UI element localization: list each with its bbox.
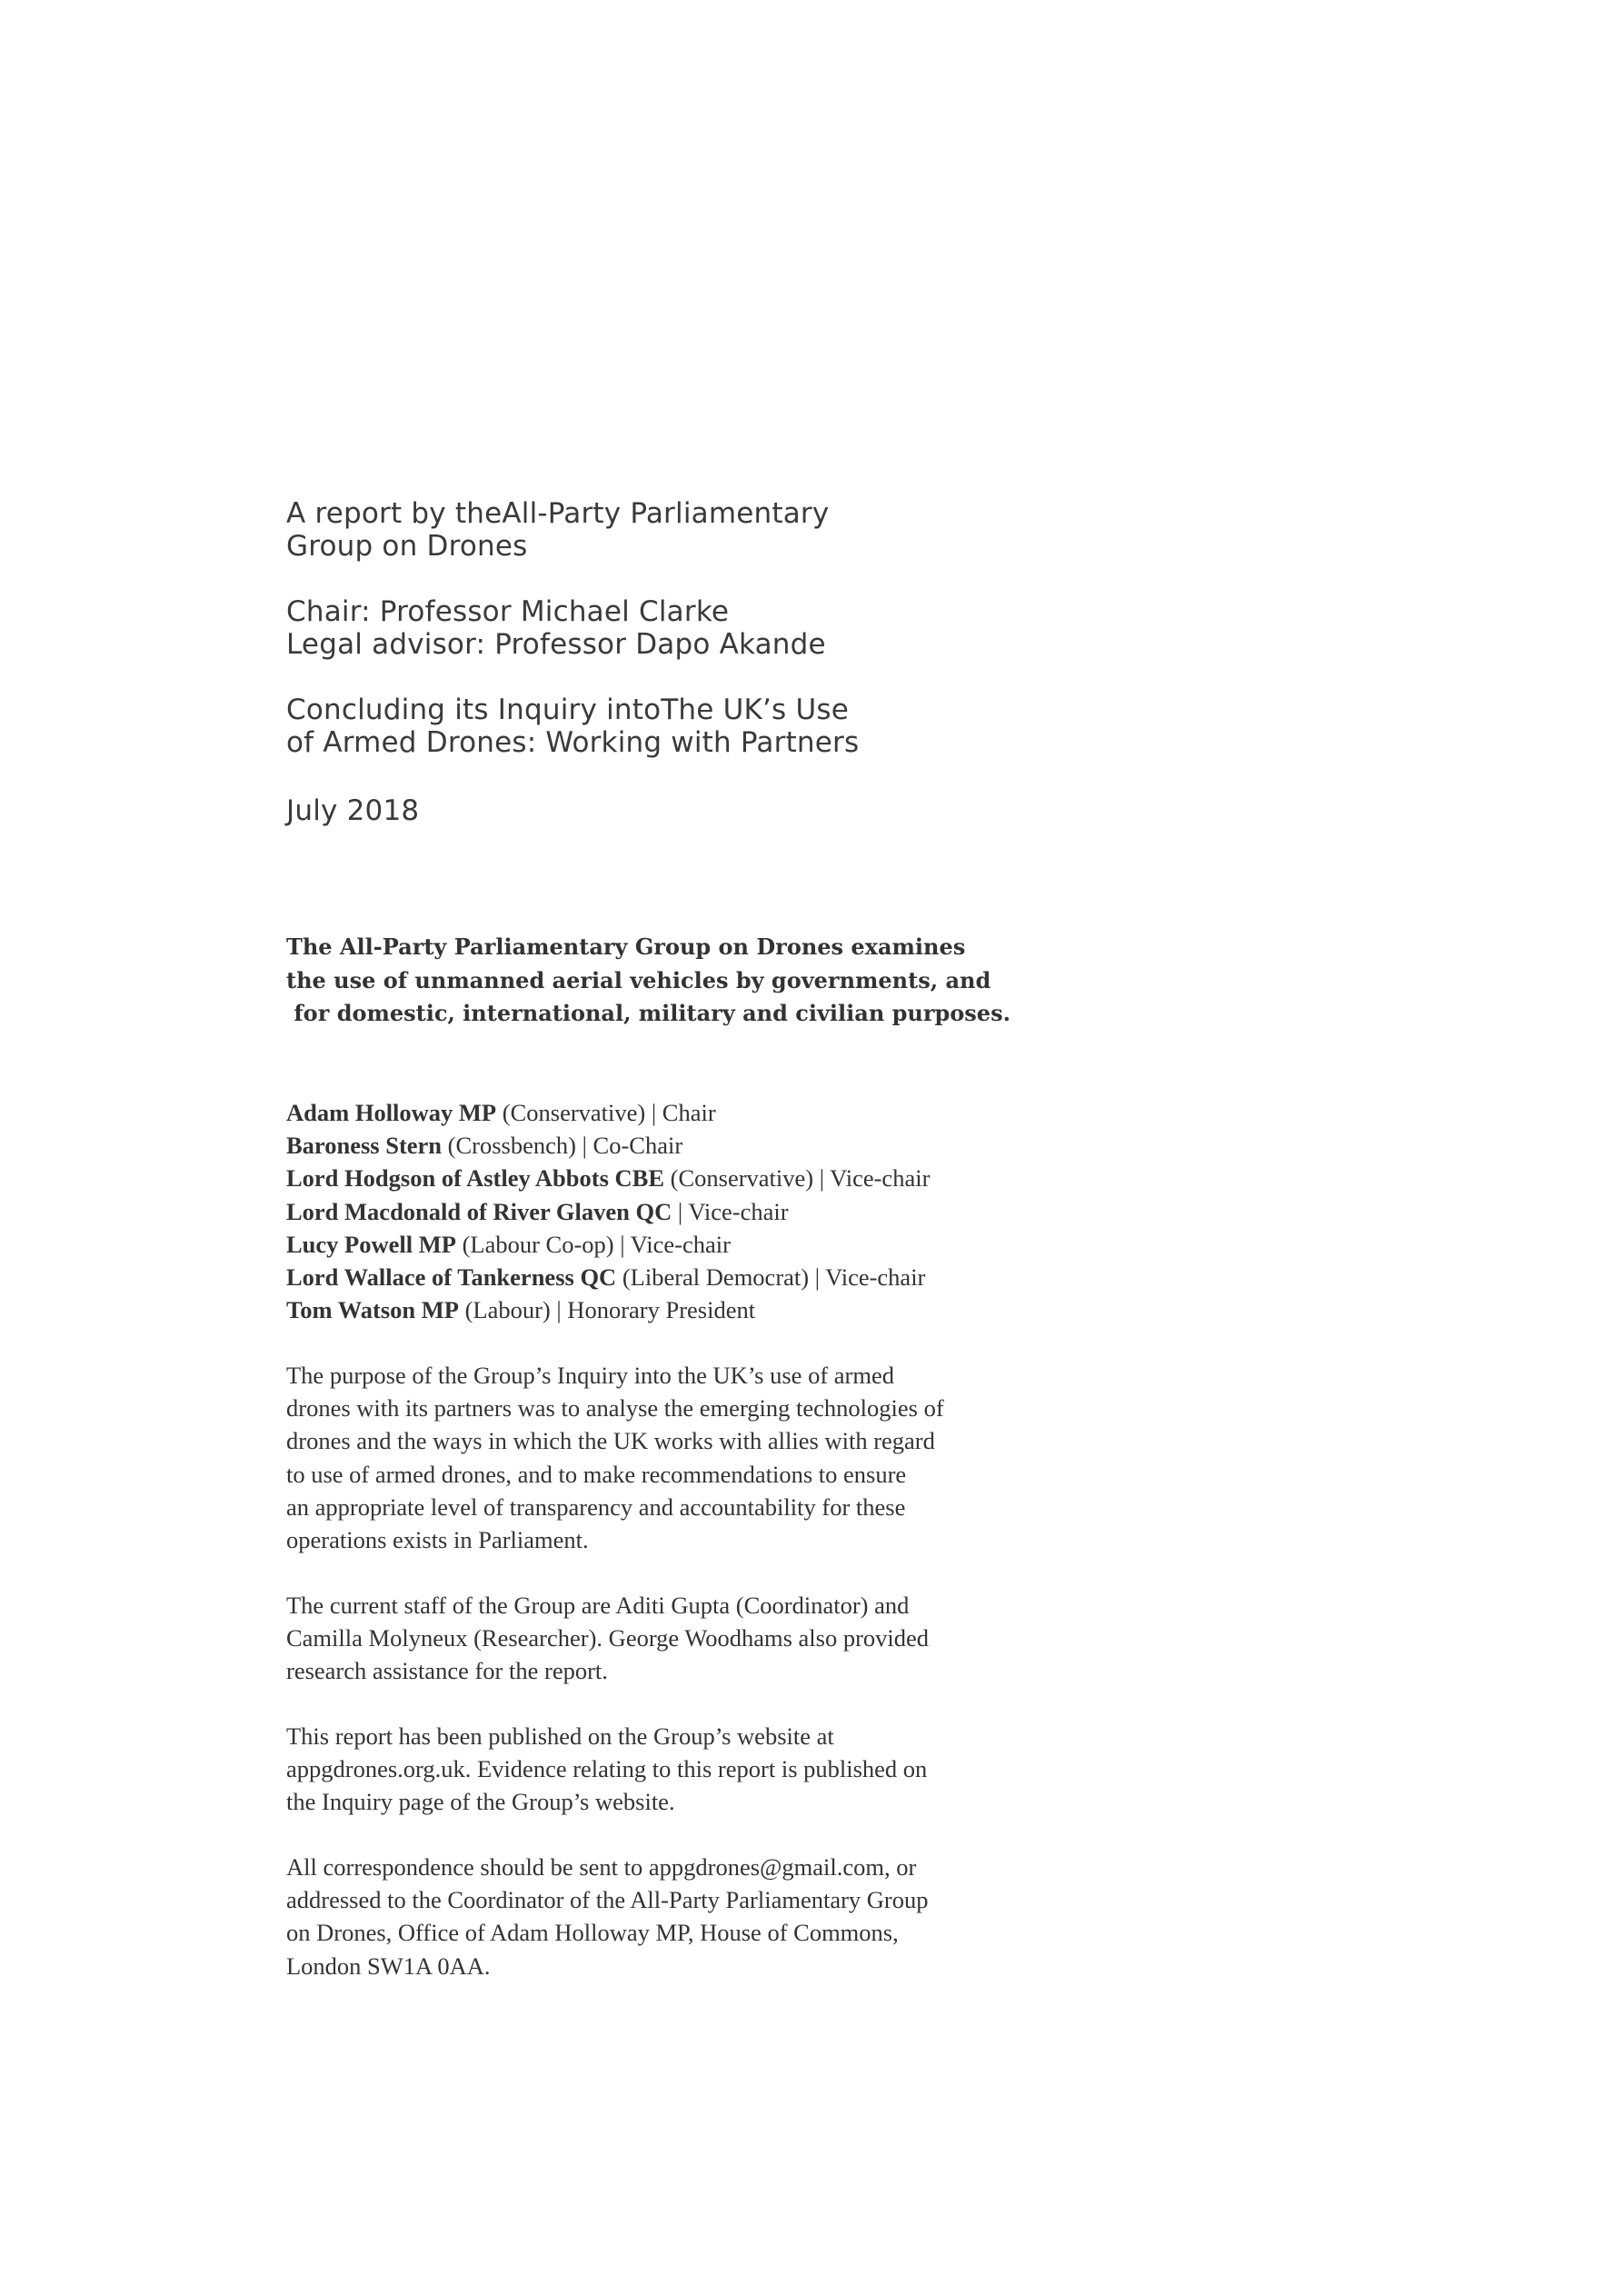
chair-line: Chair: Professor Michael Clarke (286, 595, 730, 628)
paragraph-line: drones with its partners was to analyse the emerging technologies of (286, 1394, 944, 1423)
paragraph-line: research assistance for the report. (286, 1657, 608, 1685)
legal-advisor-line: Legal advisor: Professor Dapo Akande (286, 628, 826, 661)
members-list (286, 1096, 1104, 1326)
member-name: Tom Watson MP (286, 1296, 459, 1324)
paragraph-line: drones and the ways in which the UK works with allies with regard (286, 1427, 935, 1455)
member-name: Lord Hodgson of Astley Abbots CBE (286, 1164, 664, 1193)
member-name: Lord Macdonald of River Glaven QC (286, 1197, 672, 1225)
paragraph-line: the Inquiry page of the Group’s website. (286, 1788, 675, 1816)
paragraph-line: The purpose of the Group’s Inquiry into the UK’s use of armed (286, 1362, 894, 1389)
member-detail: (Labour Co-op) | Vice-chair (455, 1230, 731, 1258)
member-detail: (Labour) | Honorary President (458, 1296, 756, 1324)
chair-block (286, 595, 1104, 661)
paragraph-line: addressed to the Coordinator of the All-Party Parliamentary Group (286, 1886, 929, 1914)
member-row (286, 1129, 1104, 1162)
group-description (286, 931, 1104, 1031)
paragraph-line: This report has been published on the Group’s website at (286, 1722, 834, 1750)
member-row (286, 1228, 1104, 1261)
group-description-line-3: for domestic, international, military and civilian purposes. (286, 1000, 1011, 1026)
member-detail: | Vice-chair (672, 1197, 789, 1225)
paragraph-line: London SW1A 0AA. (286, 1952, 491, 1980)
publication-paragraph (286, 1720, 1104, 1819)
group-description-line-1: The All-Party Parliamentary Group on Drones examines (286, 933, 966, 960)
staff-paragraph (286, 1589, 1104, 1688)
member-row (286, 1096, 1104, 1129)
report-intro-line-2: Group on Drones (286, 530, 528, 563)
member-name: Lord Wallace of Tankerness QC (286, 1263, 617, 1292)
inquiry-line-2: of Armed Drones: Working with Partners (286, 726, 860, 759)
member-name: Lucy Powell MP (286, 1230, 456, 1258)
member-detail: (Crossbench) | Co-Chair (442, 1132, 683, 1160)
member-row (286, 1261, 1104, 1293)
correspondence-paragraph (286, 1851, 1104, 1982)
inquiry-block (286, 694, 1104, 759)
inquiry-line-1: Concluding its Inquiry intoThe UK’s Use (286, 694, 849, 726)
paragraph-line: appgdrones.org.uk. Evidence relating to this report is published on (286, 1755, 928, 1783)
group-description-line-2: the use of unmanned aerial vehicles by governments, and (286, 966, 991, 993)
report-intro (286, 497, 1104, 563)
report-intro-line-1: A report by theAll-Party Parliamentary (286, 497, 830, 530)
member-name: Adam Holloway MP (286, 1099, 497, 1126)
paragraph-line: an appropriate level of transparency and accountability for these (286, 1492, 906, 1521)
paragraph-line: Camilla Molyneux (Researcher). George Woodhams also provided (286, 1624, 930, 1652)
paragraph-line: operations exists in Parliament. (286, 1526, 589, 1554)
paragraph-line: to use of armed drones, and to make recommendations to ensure (286, 1460, 907, 1488)
member-detail: (Conservative) | Vice-chair (664, 1164, 931, 1193)
member-detail: (Conservative) | Chair (496, 1099, 716, 1126)
paragraph-line: All correspondence should be sent to appgdrones@gmail.com, or (286, 1853, 917, 1881)
paragraph-line: on Drones, Office of Adam Holloway MP, House of Commons, (286, 1919, 899, 1947)
member-detail: (Liberal Democrat) | Vice-chair (616, 1263, 926, 1292)
member-row (286, 1293, 1104, 1326)
paragraph-line: The current staff of the Group are Aditi Gupta (Coordinator) and (286, 1592, 910, 1619)
report-date-block (286, 794, 1104, 827)
member-row (286, 1162, 1104, 1194)
member-name: Baroness Stern (286, 1132, 443, 1160)
purpose-paragraph (286, 1359, 1104, 1556)
report-date: July 2018 (286, 794, 420, 827)
member-row (286, 1195, 1104, 1228)
